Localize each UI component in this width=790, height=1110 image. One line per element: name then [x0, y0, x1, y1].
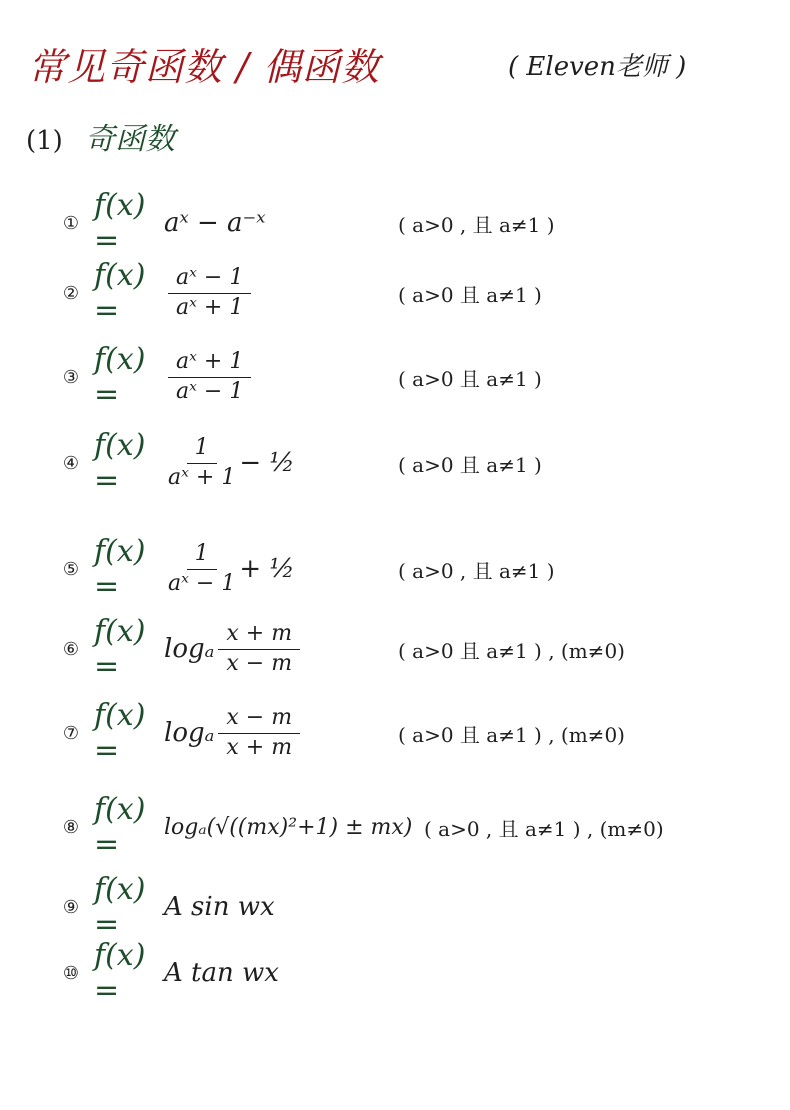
formula-condition: ( a>0 且 a≠1 ): [398, 282, 542, 307]
function-label: f(x) =: [94, 258, 146, 328]
formula-number: ①: [62, 212, 80, 234]
formula-expression: [164, 542, 352, 595]
numerator: aˣ + 1: [168, 350, 251, 377]
formula-row-10: [54, 938, 754, 1008]
numerator: 1: [187, 542, 217, 569]
numerator: x − m: [218, 706, 300, 733]
formula-row-5: [54, 534, 754, 604]
fraction: [168, 266, 251, 319]
numerator: aˣ − 1: [168, 266, 251, 293]
function-label: f(x) =: [94, 342, 146, 412]
expression-tail: − ½: [239, 448, 295, 478]
formula-row-1: [54, 188, 754, 258]
fraction: [168, 350, 251, 403]
denominator: aˣ − 1: [176, 378, 244, 404]
log-symbol: logₐ: [164, 634, 215, 664]
formula-condition: ( a>0 , 且 a≠1 ): [398, 212, 555, 237]
formula-expression: [164, 622, 352, 675]
formula-expression: A sin wx: [164, 892, 275, 922]
denominator: aˣ − 1: [168, 570, 236, 596]
formula-number: ③: [62, 366, 80, 388]
formula-expression: [164, 350, 352, 403]
section-title: 奇函数: [85, 122, 176, 157]
function-label: f(x) =: [94, 188, 146, 258]
denominator: aˣ + 1: [168, 464, 236, 490]
author-label: ( Eleven老师 ): [508, 52, 687, 82]
log-symbol: logₐ: [164, 718, 215, 748]
page-title: 常见奇函数 / 偶函数: [28, 45, 380, 89]
numerator: x + m: [218, 622, 300, 649]
function-label: f(x) =: [94, 534, 146, 604]
formula-expression: [164, 266, 352, 319]
formula-number: ⑧: [62, 816, 80, 838]
denominator: x − m: [226, 650, 293, 676]
function-label: f(x) =: [94, 428, 146, 498]
function-label: f(x) =: [94, 698, 146, 768]
section-heading: [26, 114, 175, 158]
formula-row-7: [54, 698, 754, 768]
formula-row-4: [54, 428, 754, 498]
formula-number: ⑨: [62, 896, 80, 918]
formula-row-3: [54, 342, 754, 412]
function-label: f(x) =: [94, 614, 146, 684]
function-label: f(x) =: [94, 872, 146, 942]
formula-expression: aˣ − a⁻ˣ: [164, 208, 266, 238]
formula-number: ⑥: [62, 638, 80, 660]
fraction: [218, 706, 300, 759]
function-label: f(x) =: [94, 792, 146, 862]
formula-row-6: [54, 614, 754, 684]
denominator: x + m: [226, 734, 293, 760]
section-number: (1): [26, 126, 63, 156]
formula-condition: ( a>0 且 a≠1 ): [398, 366, 542, 391]
function-label: f(x) =: [94, 938, 146, 1008]
formula-row-2: [54, 258, 754, 328]
formula-condition: ( a>0 且 a≠1 ) , (m≠0): [398, 638, 625, 663]
formula-number: ⑤: [62, 558, 80, 580]
formula-number: ④: [62, 452, 80, 474]
numerator: 1: [187, 436, 217, 463]
formula-expression: [164, 706, 352, 759]
formula-condition: ( a>0 且 a≠1 ): [398, 452, 542, 477]
formula-row-9: [54, 872, 754, 942]
formula-number: ②: [62, 282, 80, 304]
formula-expression: logₐ(√((mx)²+1) ± mx): [164, 814, 413, 840]
denominator: aˣ + 1: [176, 294, 244, 320]
fraction: [168, 542, 235, 595]
fraction: [168, 436, 235, 489]
formula-number: ⑩: [62, 962, 80, 984]
formula-condition: ( a>0 , 且 a≠1 ): [398, 558, 555, 583]
formula-expression: A tan wx: [164, 958, 279, 988]
formula-row-8: [54, 792, 754, 862]
formula-condition: ( a>0 , 且 a≠1 ) , (m≠0): [424, 816, 664, 841]
formula-expression: [164, 436, 352, 489]
fraction: [218, 622, 300, 675]
formula-number: ⑦: [62, 722, 80, 744]
formula-condition: ( a>0 且 a≠1 ) , (m≠0): [398, 722, 625, 747]
expression-tail: + ½: [239, 554, 295, 584]
